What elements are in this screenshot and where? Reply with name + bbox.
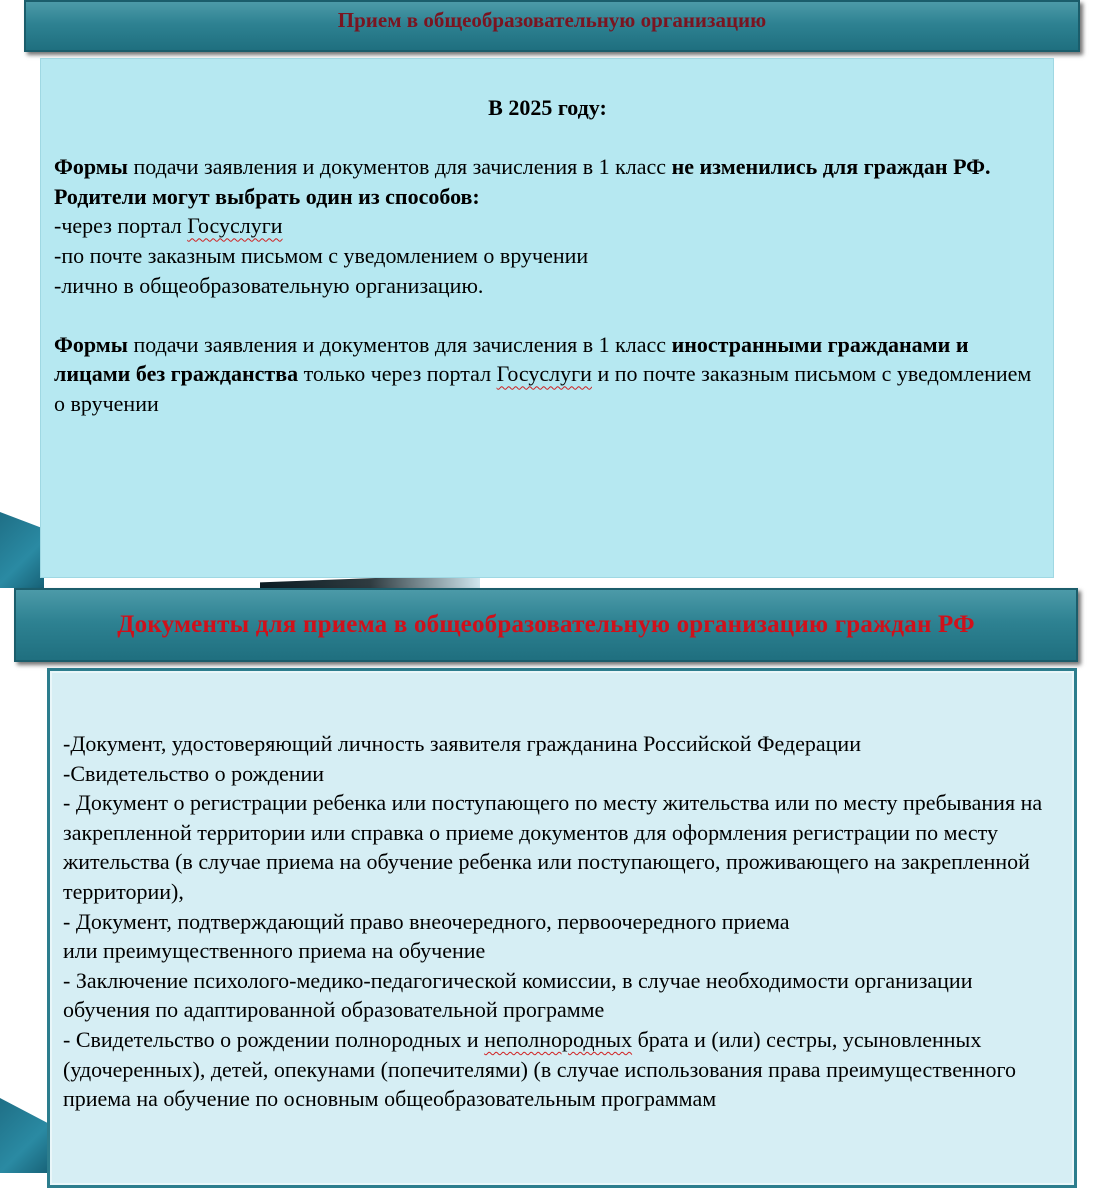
year-heading: В 2025 году: bbox=[488, 95, 607, 120]
section-header-admission bbox=[24, 0, 1080, 52]
gosuslugi-word-2: Госуслуги bbox=[496, 361, 592, 387]
doc-item-siblings-a: - Свидетельство о рождении полнородных и bbox=[63, 1026, 485, 1052]
gosuslugi-word: Госуслуги bbox=[187, 213, 283, 239]
foreigners-bold: иностранными гражданами и лицами без гражданства bbox=[54, 331, 969, 387]
doc-item-priority-line1: - Документ, подтверждающий право внеочередного, первоочередного приема bbox=[63, 908, 790, 934]
admission-forms-panel bbox=[40, 58, 1054, 578]
way-portal-prefix: -через портал bbox=[54, 213, 188, 239]
forms-bold-2: Формы bbox=[54, 331, 128, 357]
half-blood-word: неполнородных bbox=[484, 1026, 633, 1052]
citizens-forms-paragraph bbox=[54, 152, 1041, 182]
only-portal-text: только через портал bbox=[298, 361, 497, 387]
doc-item-registration: - Документ о регистрации ребенка или поступающего по месту жительства или по месту пребывания на закрепленной территории или справка о приеме документов для оформления регистрации по месту жительства (в случае приема на обучение ребенка или поступающего, проживающего на закрепленной территории), bbox=[63, 790, 1043, 904]
foreigners-forms-paragraph bbox=[54, 330, 1041, 419]
mail-text: и по почте заказным письмом с уведомлением о вручении bbox=[54, 361, 1032, 416]
doc-item-pmpk-conclusion: - Заключение психолого-медико-педагогической комиссии, в случае необходимости организации обучения по адаптированной образовательной программе bbox=[63, 967, 973, 1023]
section-header-admission-text: Прием в общеобразовательную организацию bbox=[337, 7, 767, 32]
doc-item-birth-certificate: -Свидетельство о рождении bbox=[63, 760, 325, 786]
doc-item-priority-right bbox=[63, 907, 1064, 966]
documents-panel bbox=[47, 668, 1077, 1188]
doc-item-identity: -Документ, удостоверяющий личность заявителя гражданина Российской Федерации bbox=[63, 731, 861, 756]
way-in-person: -лично в общеобразовательную организацию. bbox=[54, 272, 484, 298]
decorative-wedge-top bbox=[0, 512, 44, 588]
doc-item-siblings-b: брата и (или) сестры, усыновленных (удочеренных), детей, опекунами (попечителями) (в случае использования права преимущественного приема на обучение по основным общеобразовательным программам bbox=[63, 1026, 1016, 1112]
choose-heading-text: Родители могут выбрать один из способов: bbox=[54, 183, 480, 209]
choose-heading bbox=[54, 182, 1041, 212]
section-header-documents-text: Документы для приема в общеобразовательную организацию граждан РФ bbox=[117, 611, 975, 638]
doc-item-priority-line2: или преимущественного приема на обучение bbox=[63, 938, 486, 964]
way-mail: -по почте заказным письмом с уведомлением о вручении bbox=[54, 242, 589, 268]
section-header-documents bbox=[14, 588, 1078, 662]
paragraph-gap bbox=[54, 300, 1041, 330]
forms-text-2: подачи заявления и документов для зачисления в 1 класс bbox=[127, 331, 672, 357]
doc-item-siblings bbox=[63, 1025, 1064, 1114]
decorative-wedge-bottom bbox=[0, 1098, 50, 1173]
forms-text: подачи заявления и документов для зачисления в 1 класс bbox=[127, 154, 672, 180]
forms-bold: Формы bbox=[54, 154, 128, 180]
way-portal bbox=[54, 211, 1041, 241]
not-changed-bold: не изменились для граждан РФ. bbox=[671, 154, 991, 180]
